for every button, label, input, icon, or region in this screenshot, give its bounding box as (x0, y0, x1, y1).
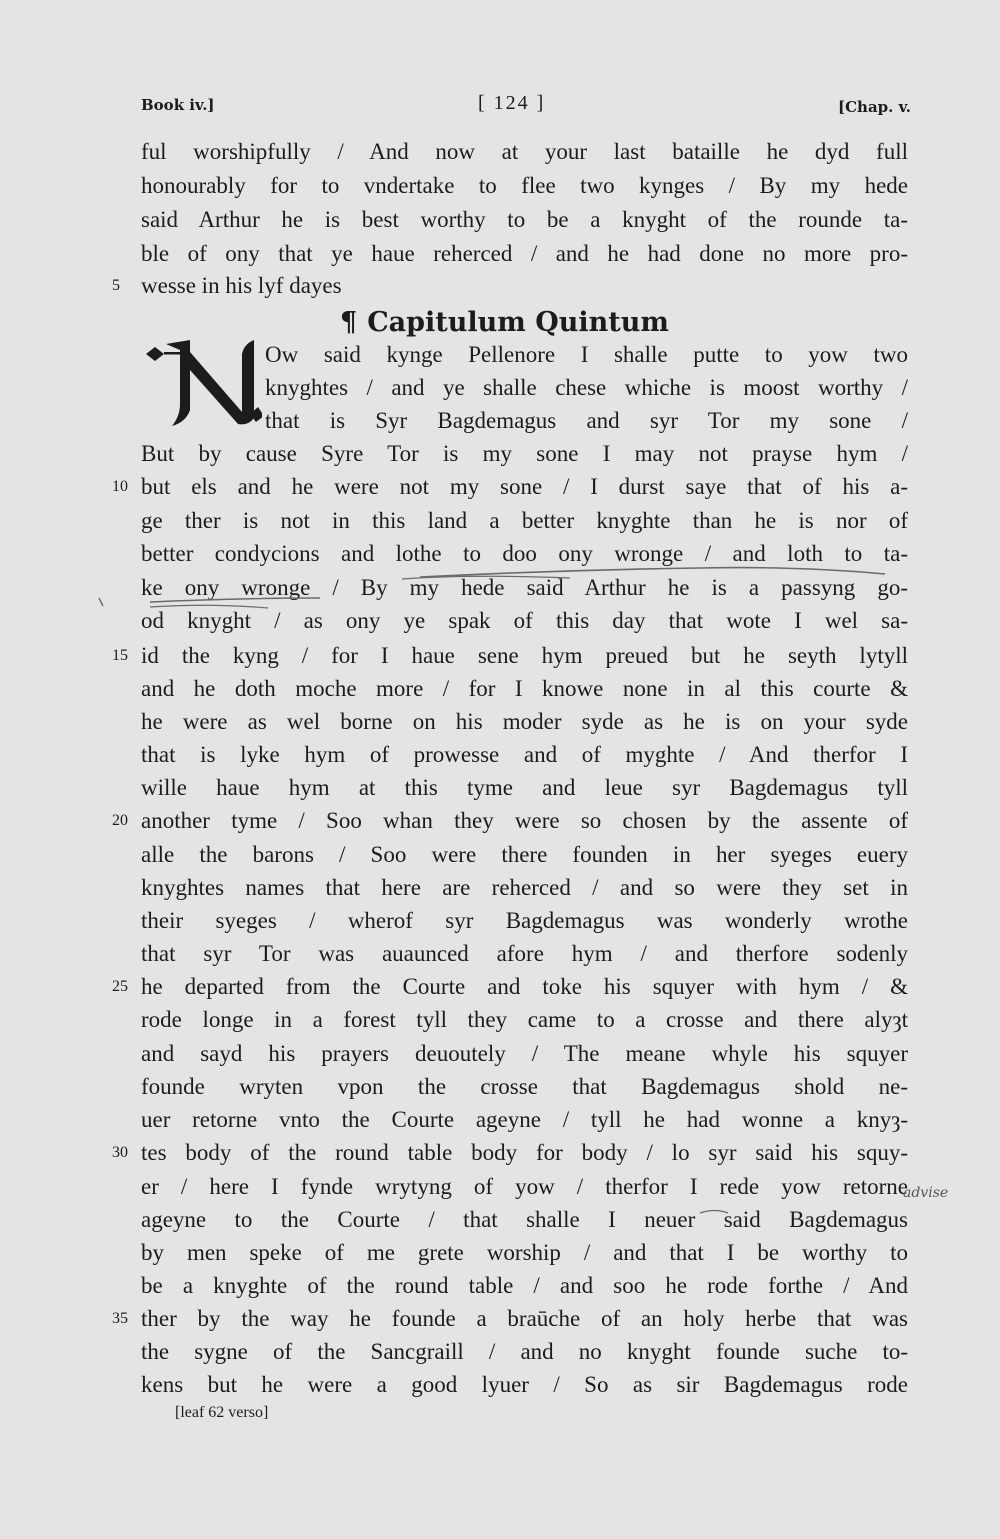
text-line: the sygne of the Sancgraill / and no knyght founde suche to- (141, 1339, 908, 1364)
line-number: 5 (112, 277, 120, 294)
text-line: er / here I fynde wrytyng of yow / therfor I rede yow retorne (141, 1174, 908, 1199)
text-line: knyghtes names that here are reherced / and so were they set in (141, 875, 908, 900)
chapter-heading (340, 305, 740, 341)
pencil-tick (99, 598, 103, 606)
text-line: founde wryten vpon the crosse that Bagdemagus shold ne- (141, 1074, 908, 1099)
text-line: that is Syr Bagdemagus and syr Tor my sone / (265, 408, 908, 433)
text-line: be a knyghte of the round table / and soo he rode forthe / And (141, 1273, 908, 1298)
text-line: he departed from the Courte and toke his squyer with hym / & (141, 974, 908, 999)
book-label: Book iv.] (141, 96, 215, 114)
text-line: But by cause Syre Tor is my sone I may not prayse hym / (141, 441, 908, 466)
text-line: but els and he were not my sone / I durst saye that of his a- (141, 474, 908, 499)
text-line: knyghtes / and ye shalle chese whiche is moost worthy / (265, 375, 908, 400)
text-line: better condycions and lothe to doo ony wronge / and loth to ta- (141, 541, 908, 566)
page-number: [ 124 ] (478, 92, 546, 114)
text-line: their syeges / wherof syr Bagdemagus was wonderly wrothe (141, 908, 908, 933)
text-line: by men speke of me grete worship / and that I be worthy to (141, 1240, 908, 1265)
line-number: 15 (112, 647, 128, 664)
text-line: ke ony wronge / By my hede said Arthur he is a passyng go- (141, 575, 908, 600)
text-line: tes body of the round table body for body / lo syr said his squy- (141, 1140, 908, 1165)
text-line: that is lyke hym of prowesse and of myghte / And therfor I (141, 742, 908, 767)
text-line: od knyght / as ony ye spak of this day that wote I wel sa- (141, 608, 908, 633)
text-line: ful worshipfully / And now at your last bataille he dyd full (141, 139, 908, 164)
line-number: 35 (112, 1310, 128, 1327)
line-number: 30 (112, 1144, 128, 1161)
dropcap-n (146, 338, 262, 428)
paragraph-mark-icon: ¶ (340, 307, 358, 338)
text-line: wille haue hym at this tyme and leue syr Bagdemagus tyll (141, 775, 908, 800)
chapter-title: Capitulum Quintum (367, 307, 669, 338)
text-line: uer retorne vnto the Courte ageyne / tyll he had wonne a knyȝ- (141, 1107, 908, 1132)
text-line: wesse in his lyf dayes (141, 273, 342, 298)
text-line: that syr Tor was auaunced afore hym / and therfore sodenly (141, 941, 908, 966)
text-line: said Arthur he is best worthy to be a knyght of the rounde ta- (141, 207, 908, 232)
margin-annotation: advise (903, 1185, 949, 1201)
line-number: 25 (112, 978, 128, 995)
dropcap-ornament-icon (146, 338, 262, 428)
text-line: ther by the way he founde a braūche of an holy herbe that was (141, 1306, 908, 1331)
chapter-label: [Chap. v. (838, 98, 912, 116)
text-line: ageyne to the Courte / that shalle I neuer said Bagdemagus (141, 1207, 908, 1232)
text-line: and he doth moche more / for I knowe none in al this courte & (141, 676, 908, 701)
text-line: another tyme / Soo whan they were so chosen by the assente of (141, 808, 908, 833)
text-line: ble of ony that ye haue reherced / and he had done no more pro- (141, 241, 908, 266)
text-line: ge ther is not in this land a better knyghte than he is nor of (141, 508, 908, 533)
text-line: alle the barons / Soo were there founden in her syeges euery (141, 842, 908, 867)
text-line: rode longe in a forest tyll they came to a crosse and there alyȝt (141, 1007, 908, 1032)
text-line: Ow said kynge Pellenore I shalle putte to yow two (265, 342, 908, 367)
line-number: 20 (112, 812, 128, 829)
text-line: and sayd his prayers deuoutely / The meane whyle his squyer (141, 1041, 908, 1066)
text-line: id the kyng / for I haue sene hym preued but he seyth lytyll (141, 643, 908, 668)
running-header (0, 92, 1000, 122)
leaf-note: [leaf 62 verso] (175, 1404, 269, 1421)
text-line: he were as wel borne on his moder syde as he is on your syde (141, 709, 908, 734)
line-number: 10 (112, 478, 128, 495)
text-line: kens but he were a good lyuer / So as sir Bagdemagus rode (141, 1372, 908, 1397)
text-line: honourably for to vndertake to flee two kynges / By my hede (141, 173, 908, 198)
